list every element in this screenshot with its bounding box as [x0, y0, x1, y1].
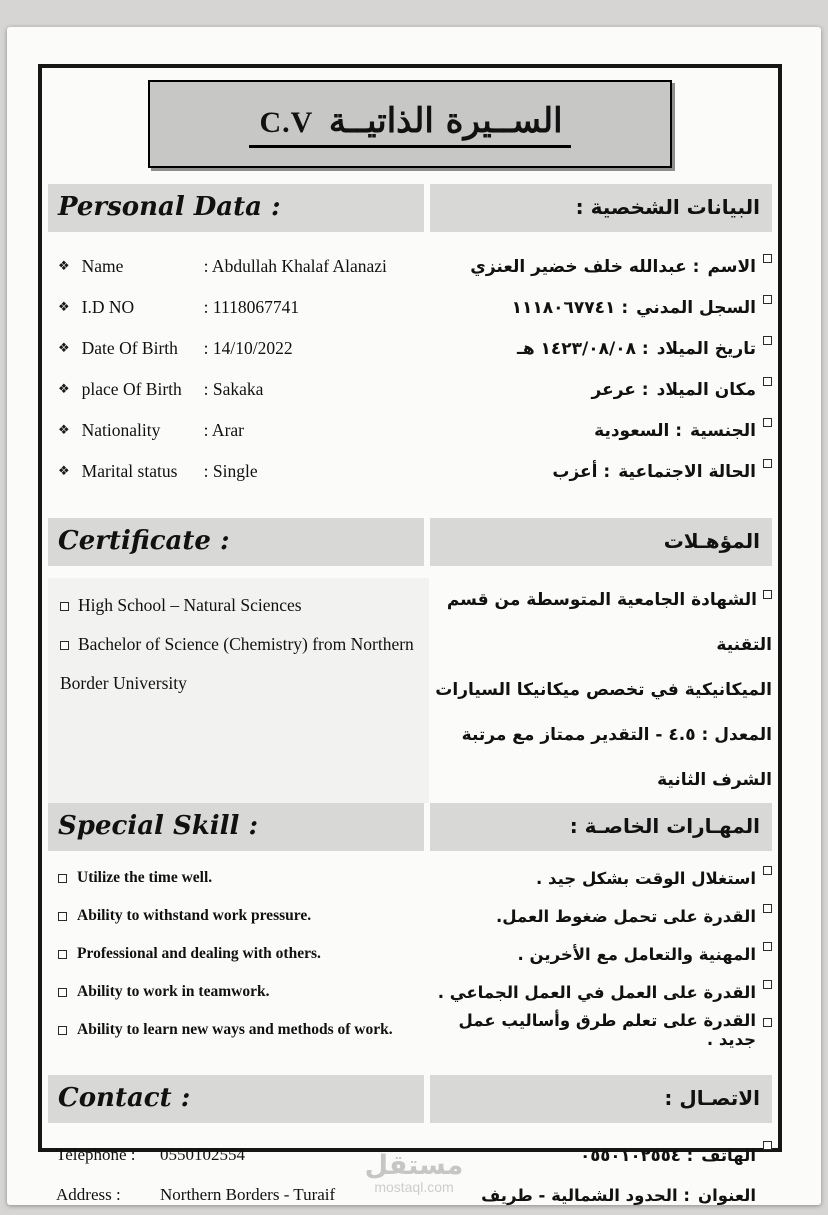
skills-en-column	[48, 859, 429, 1049]
skill-item	[429, 859, 772, 897]
personal-data-header-ar: البيانات الشخصية :	[430, 184, 772, 232]
mostaql-watermark	[7, 1150, 821, 1195]
checkbox-icon	[763, 866, 772, 875]
skill-text: Professional and dealing with others.	[77, 945, 321, 962]
checkbox-icon	[763, 904, 772, 913]
field-label: تاريخ الميلاد	[656, 338, 756, 359]
page-title-english: C.V	[259, 105, 314, 139]
skill-item	[48, 973, 429, 1011]
diamond-bullet-icon: ❖	[58, 423, 70, 438]
checkbox-icon	[58, 912, 67, 921]
checkbox-icon	[58, 874, 67, 883]
skills-header-en: Special Skill :	[48, 803, 424, 851]
skill-text: Utilize the time well.	[77, 869, 213, 886]
personal-row-nationality	[48, 410, 429, 451]
field-label: الحالة الاجتماعية	[618, 461, 756, 482]
field-value: Northern Borders - Turaif	[160, 1185, 336, 1204]
field-label: I.D NO	[81, 297, 135, 317]
diamond-bullet-icon: ❖	[58, 259, 70, 274]
diamond-bullet-icon: ❖	[58, 341, 70, 356]
personal-row-name-ar	[429, 246, 772, 287]
mostaql-logo: مستقل	[364, 1150, 464, 1181]
skill-item	[48, 859, 429, 897]
field-value: : ٠٥٥٠١٠٢٥٥٤	[580, 1145, 694, 1165]
certificate-header-en: Certificate :	[48, 518, 424, 566]
diamond-bullet-icon: ❖	[58, 382, 70, 397]
personal-row-birthdate	[48, 328, 429, 369]
skill-text: استغلال الوقت بشكل جيد .	[536, 868, 756, 888]
checkbox-icon	[763, 590, 772, 599]
certificate-section	[48, 578, 772, 803]
skill-item	[429, 973, 772, 1011]
skill-text: القدرة على العمل في العمل الجماعي .	[437, 982, 756, 1002]
checkbox-icon	[763, 377, 772, 386]
certificate-text: High School – Natural Sciences	[78, 595, 302, 615]
field-label: place Of Birth	[81, 379, 182, 399]
personal-data-section	[48, 246, 772, 492]
personal-row-birthdate-ar	[429, 328, 772, 369]
skills-header-row	[48, 803, 772, 851]
checkbox-icon	[60, 641, 69, 650]
field-value: : 1118067741	[203, 297, 300, 317]
personal-row-marital-ar	[429, 451, 772, 492]
field-label: Telephone :	[56, 1145, 136, 1164]
skills-ar-column	[429, 859, 772, 1049]
field-value: : أعزب	[552, 461, 611, 482]
mostaql-domain: mostaql.com	[374, 1179, 454, 1195]
field-value: : عبدالله خلف خضير العنزي	[470, 256, 700, 277]
title-box	[148, 80, 672, 168]
skill-item	[429, 1011, 772, 1049]
field-label: Nationality	[81, 420, 161, 440]
skill-text: Ability to withstand work pressure.	[77, 907, 312, 924]
field-label: الجنسية	[690, 420, 756, 441]
checkbox-icon	[60, 602, 69, 611]
certificate-line	[429, 713, 772, 803]
checkbox-icon	[763, 1141, 772, 1150]
checkbox-icon	[763, 980, 772, 989]
field-value: : Single	[203, 461, 258, 481]
checkbox-icon	[763, 459, 772, 468]
diamond-bullet-icon: ❖	[58, 300, 70, 315]
checkbox-icon	[763, 336, 772, 345]
personal-data-header-en: Personal Data :	[48, 184, 424, 232]
checkbox-icon	[763, 942, 772, 951]
field-value: : ١١١٨٠٦٧٧٤١	[511, 297, 629, 318]
skill-text: Ability to learn new ways and methods of work.	[77, 1021, 393, 1038]
skill-item	[48, 897, 429, 935]
personal-row-civilid-ar	[429, 287, 772, 328]
field-value: : السعودية	[594, 420, 683, 441]
certificate-text: المعدل : ٤.٥ - التقدير ممتاز مع مرتبة الشرف الثانية	[461, 725, 772, 790]
personal-row-nationality-ar	[429, 410, 772, 451]
personal-data-ar-column	[429, 246, 772, 492]
checkbox-icon	[763, 295, 772, 304]
paper-sheet	[7, 27, 821, 1205]
certificate-line	[429, 668, 772, 713]
skill-text: القدرة على تحمل ضغوط العمل.	[495, 906, 756, 926]
certificate-header-row	[48, 518, 772, 566]
field-value: : Arar	[203, 420, 244, 440]
certificate-text: Bachelor of Science (Chemistry) from Northern Border University	[60, 634, 414, 693]
skills-header-ar: المهـارات الخاصـة :	[430, 803, 772, 851]
field-value: : الحدود الشمالية - طريف	[481, 1185, 691, 1205]
certificate-item	[60, 625, 425, 703]
personal-row-name	[48, 246, 429, 287]
contact-header-ar: الاتصـال :	[430, 1075, 772, 1123]
field-value: : Sakaka	[203, 379, 264, 399]
skill-text: القدرة على تعلم طرق وأساليب عمل جديد .	[458, 1011, 756, 1049]
field-value: : عرعر	[591, 379, 649, 400]
field-value: : Abdullah Khalaf Alanazi	[203, 256, 387, 276]
field-label: Date Of Birth	[81, 338, 178, 358]
field-label: Address :	[56, 1185, 121, 1204]
field-value: : 14/10/2022	[203, 338, 293, 358]
personal-row-birthplace	[48, 369, 429, 410]
certificate-item	[60, 586, 425, 625]
checkbox-icon	[58, 950, 67, 959]
personal-data-header-row	[48, 184, 772, 232]
checkbox-icon	[58, 988, 67, 997]
checkbox-icon	[763, 418, 772, 427]
checkbox-icon	[763, 254, 772, 263]
certificate-en-column	[48, 578, 429, 803]
skill-text: المهنية والتعامل مع الأخرين .	[517, 944, 756, 964]
skill-item	[429, 935, 772, 973]
diamond-bullet-icon: ❖	[58, 464, 70, 479]
field-label: الهاتف	[701, 1145, 756, 1165]
skill-item	[48, 1011, 429, 1049]
field-label: Name	[81, 256, 124, 276]
page-title	[249, 101, 570, 148]
skill-item	[429, 897, 772, 935]
field-value: : ١٤٢٣/٠٨/٠٨ هـ	[517, 338, 649, 359]
checkbox-icon	[763, 1018, 772, 1027]
personal-row-marital	[48, 451, 429, 492]
page-title-arabic: الســيرة الذاتيــة	[328, 100, 563, 141]
certificate-line	[429, 578, 772, 668]
certificate-text: الشهادة الجامعية المتوسطة من قسم التقنية	[446, 590, 772, 655]
field-label: الاسم	[707, 256, 756, 277]
field-label: Marital status	[81, 461, 178, 481]
certificate-header-ar: المؤهـلات	[430, 518, 772, 566]
checkbox-icon	[58, 1026, 67, 1035]
field-value: 0550102554	[160, 1145, 245, 1164]
contact-header-row	[48, 1075, 772, 1123]
contact-header-en: Contact :	[48, 1075, 424, 1123]
skills-section	[48, 859, 772, 1049]
field-label: السجل المدني	[636, 297, 756, 318]
personal-row-birthplace-ar	[429, 369, 772, 410]
certificate-ar-column	[429, 578, 772, 803]
skill-item	[48, 935, 429, 973]
personal-row-id	[48, 287, 429, 328]
field-label: العنوان	[698, 1185, 756, 1205]
skill-text: Ability to work in teamwork.	[77, 983, 270, 1000]
personal-data-en-column	[48, 246, 429, 492]
certificate-text: الميكانيكية في تخصص ميكانيكا السيارات	[435, 680, 772, 700]
field-label: مكان الميلاد	[656, 379, 756, 400]
